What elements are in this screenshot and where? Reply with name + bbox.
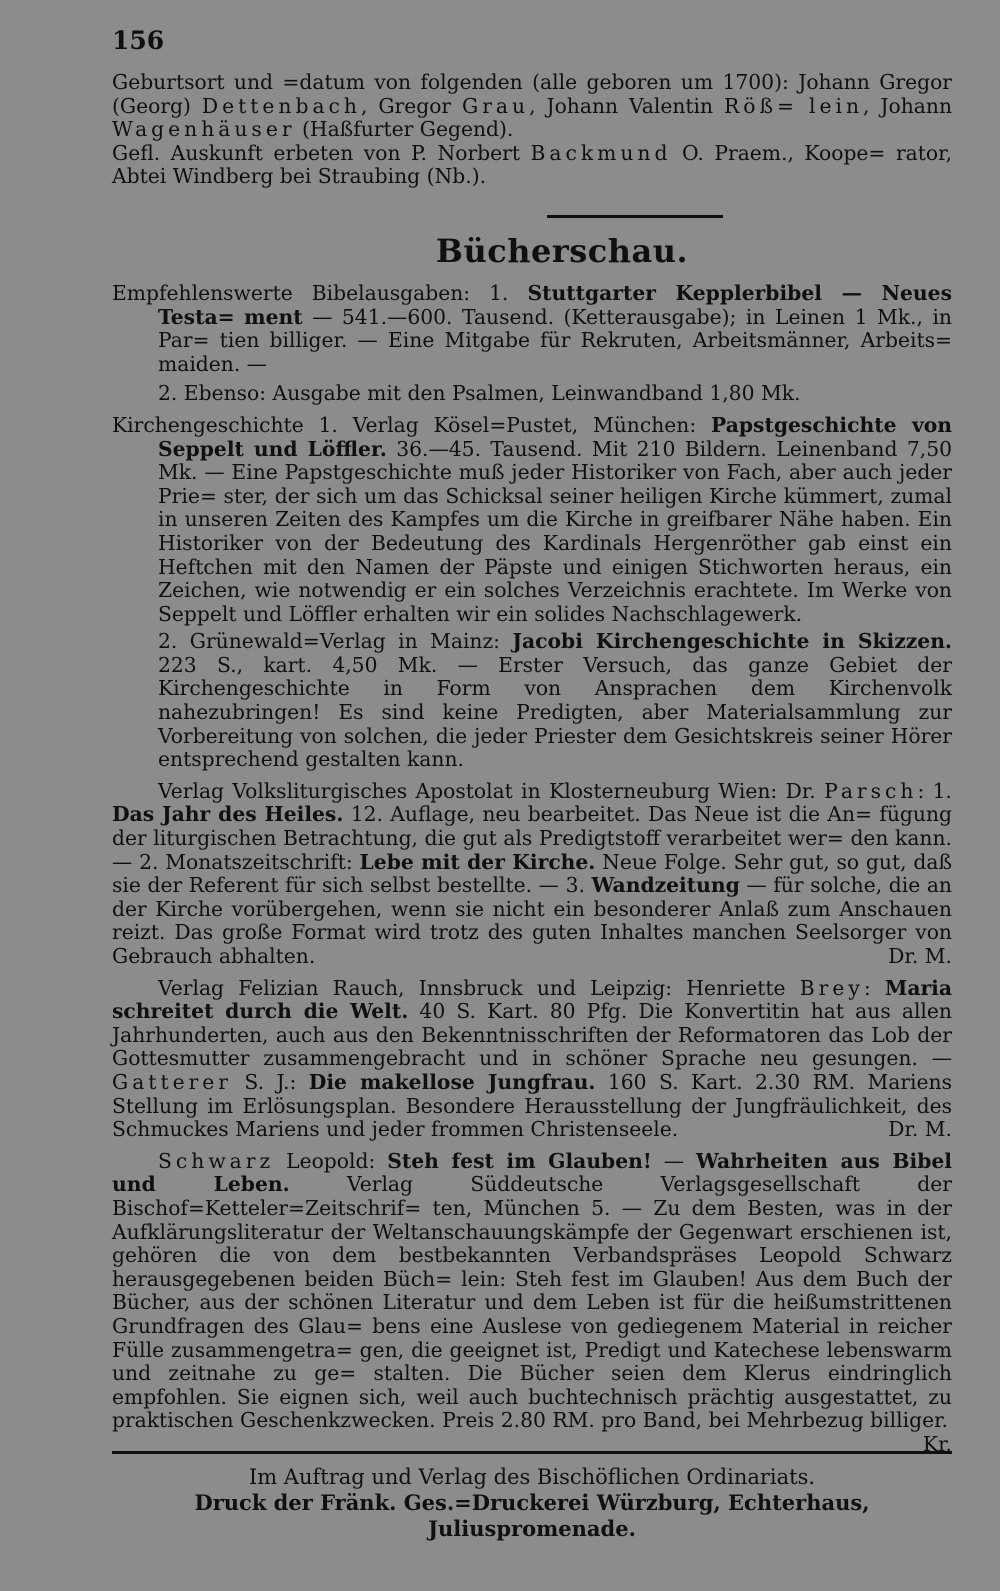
review-lead: 2. Grünewald=Verlag in Mainz:: [158, 629, 513, 654]
book-title: Wahrheiten aus Bibel und Leben.: [112, 1148, 952, 1197]
request-text: O. Praem., Koope=: [671, 140, 886, 165]
review-brey: [112, 977, 952, 1142]
review-lead: Kirchengeschichte 1. Verlag Kösel=Pustet, München:: [112, 412, 712, 437]
section-title: Bücherschau.: [435, 231, 689, 270]
section-divider: [547, 215, 723, 218]
review-text: 160 S. Kart. 2.30 RM. Mariens Stellung im Erlösungsplan. Besondere Herausstellung der Jungfräulichkeit, des Schmuckes Mariens und jeder frommen Christenseele.: [112, 1069, 953, 1142]
book-title: Die makellose Jungfrau.: [308, 1069, 596, 1094]
name-roesslein-end: lein: [808, 93, 864, 118]
book-title: Steh fest im Glauben!: [387, 1148, 652, 1173]
review-paragraph: [112, 282, 952, 376]
review-paragraph: [112, 414, 952, 626]
intro-request: [112, 142, 952, 189]
intro-text: , Gregor: [360, 93, 463, 118]
footer-divider: [112, 1451, 952, 1454]
name-wagenhaeuser: Wagenhäuser: [112, 117, 296, 142]
author-name: Gatterer: [112, 1069, 232, 1094]
intro-text: (Haßfurter Gegend).: [295, 117, 514, 142]
book-title: Stuttgarter Kepplerbibel — Neues Testa=: [158, 280, 952, 329]
book-title: Maria schreitet durch die Welt.: [112, 975, 952, 1024]
name-grau: Grau: [462, 93, 530, 118]
book-title: Wandzeitung: [591, 873, 740, 898]
review-paragraph: 2. Ebenso: Ausgabe mit den Psalmen, Leinwandband 1,80 Mk.: [158, 381, 801, 406]
review-lead: : 1.: [917, 778, 952, 803]
book-title: ment: [244, 304, 303, 329]
intro-text: , Johann Valentin: [529, 93, 725, 118]
review-text: — für solche, die an der Kirche vorübergehen, wenn sie nicht ein besonderer Anlaß zum Anschauen reizt. Das große Format wird trotz des guten Inhaltes manchen Seelsorger von Gebrauch abhalten.: [112, 873, 952, 968]
request-text: Gefl. Auskunft erbeten von P. Norbert: [112, 140, 531, 165]
intro-text: Geburtsort und =datum von folgenden (alle geboren um 1700): Johann: [112, 70, 870, 94]
review-lead: Verlag Volksliturgisches Apostolat in Klosterneuburg Wien: Dr.: [158, 778, 825, 803]
review-text: —: [651, 1148, 696, 1173]
author-name: Schwarz: [158, 1148, 275, 1173]
book-title: Jacobi Kirchengeschichte in Skizzen.: [512, 629, 952, 654]
page-number: 156: [112, 26, 165, 55]
request-text: rator, Abtei Windberg bei Straubing (Nb.).: [112, 140, 953, 189]
review-text: 223 S., kart. 4,50 Mk. — Erster Versuch, das ganze Gebiet der Kirchengeschichte in Form von Ansprachen dem Kirchenvolk nahezubringen! Es sind keine Predigten, aber Materialsammlung zur Vorbereitung von solchen, die jeder Priester dem Gesichtskreis seiner Hörer entsprechend gestalten kann.: [158, 652, 952, 772]
name-dettenbach: Dettenbach: [201, 93, 361, 118]
review-lead: S. J.:: [232, 1069, 309, 1094]
footer-publisher: Im Auftrag und Verlag des Bischöflichen Ordinariats.: [248, 1464, 816, 1489]
reviewer-signature: Kr.: [922, 1431, 952, 1456]
review-paragraph: [112, 780, 952, 969]
review-lead: Empfehlenswerte Bibelausgaben: 1.: [112, 280, 528, 305]
intro-line: [112, 71, 952, 142]
review-bibel: [112, 282, 952, 406]
review-text: Neue Folge. Sehr gut, so gut, daß sie der Referent für sich selbst bestellte. — 3.: [112, 849, 952, 898]
reviewer-signature: Dr. M.: [888, 1117, 952, 1142]
review-text: — 541.—600. Tausend. (Ketterausgabe); in Leinen 1 Mk., in Par= tien billiger. — Eine Mitgabe für Rekruten, Arbeitsmänner, Arbeits= maiden. —: [158, 304, 952, 376]
review-kirchengeschichte: [112, 414, 952, 772]
review-text: 36.—45. Tausend. Mit 210 Bildern. Leinenband 7,50 Mk. — Eine Papstgeschichte muß jeder Historiker von Fach, aber auch jeder Prie= ster, der sich um das Schicksal seiner heiligen Kirche kümmert, zumal in unseren Zeiten des Kampfes um die Kirche in greifbarer Nähe haben. Ein Historiker von der Bedeutung des Kardinals Hergenröther gab einst ein Heftchen mit den Namen der Päpste und einigen Stichworten heraus, ein Zeichen, wie notwendig er ein solches Verzeichnis erachtete. Im Werke von Seppelt und Löffler erhalten wir ein solides Nachschlagewerk.: [158, 436, 953, 626]
review-parsch: [112, 780, 952, 969]
review-text: 40 S. Kart. 80 Pfg. Die Konvertitin hat aus allen Jahrhunderten, auch aus den Bekenntnisschriften der Reformatoren das Lob der Gottesmutter zusammengebracht und in schöner Sprache neu gesungen. —: [112, 999, 952, 1071]
review-lead: Leopold:: [274, 1148, 388, 1173]
book-title: Papstgeschichte von Seppelt und Löffler.: [158, 412, 952, 461]
name-backmund: Backmund: [530, 140, 672, 165]
review-paragraph: [112, 1148, 952, 1456]
review-paragraph: [112, 630, 952, 772]
author-name: Brey: [799, 975, 864, 1000]
intro-text: Gregor (Georg): [112, 70, 952, 118]
review-schwarz: [112, 1148, 952, 1456]
review-paragraph: [112, 977, 952, 1142]
footer-printer: Druck der Fränk. Ges.=Druckerei Würzburg, Echterhaus, Juliuspromenade.: [194, 1489, 870, 1541]
book-title: Das Jahr des Heiles.: [112, 802, 344, 827]
intro-text: , Johann: [863, 93, 953, 118]
reviewer-signature: Dr. M.: [888, 944, 952, 968]
name-roesslein: Röß=: [724, 93, 799, 118]
review-text: Verlag Süddeutsche Verlagsgesellschaft der Bischof=Ketteler=Zeitschrif= ten, München 5. — Zu dem Besten, was in der Aufklärungsliteratur der Weltanschauungskämpfe der Gegenwart erschienen ist, gehören die von dem bestbekannten Verbandspräses Leopold Schwarz herausgegebenen beiden Büch= lein: Steh fest im Glauben! Aus dem Buch der Bücher, aus der schönen Literatur und dem Leben ist für die heißumstrittenen Grundfragen des Glau= bens eine Auslese von gediegenem Material in reicher Fülle zusammengetra= gen, die geeignet ist, Predigt und Katechese lebenswarm und zeitnahe zu ge= stalten. Die Bücher seien dem Klerus eindringlich empfohlen. Sie eignen sich, weil auch buchtechnisch prächtig ausgestattet, zu praktischen Geschenkzwecken. Preis 2.80 RM. pro Band, bei Mehrbezug billiger.: [112, 1172, 952, 1433]
intro-notice: [112, 71, 952, 189]
book-title: Lebe mit der Kirche.: [359, 849, 596, 874]
author-name: Parsch: [824, 778, 918, 803]
review-text: 12. Auflage, neu bearbeitet. Das Neue ist die An= fügung der liturgischen Betrachtung, die gut als Predigtstoff verarbeitet wer= den kann. — 2. Monatszeitschrift:: [112, 802, 952, 874]
review-lead: Verlag Felizian Rauch, Innsbruck und Leipzig: Henriette: [158, 975, 800, 1000]
review-lead: :: [863, 975, 885, 1000]
